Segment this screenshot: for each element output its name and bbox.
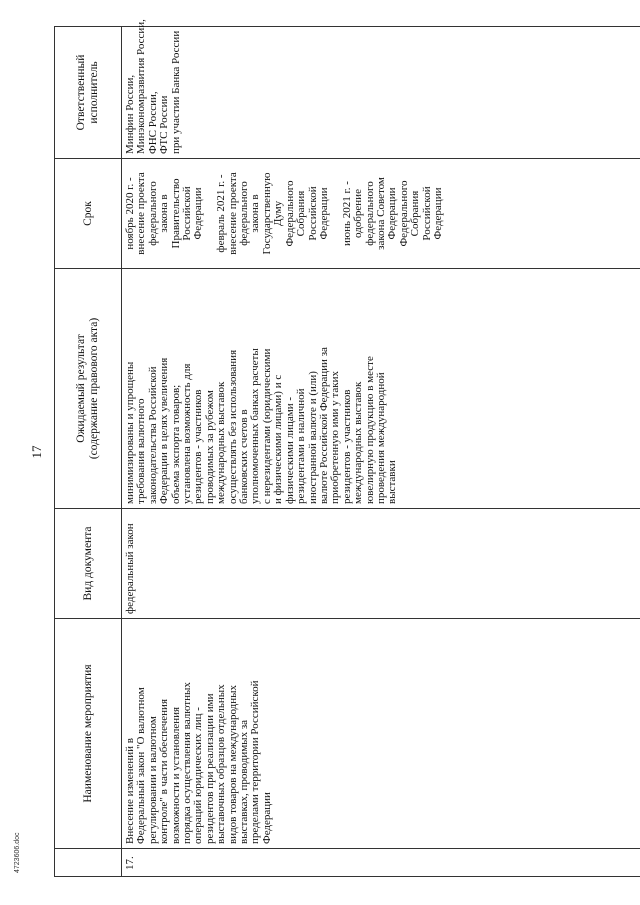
executor-line: при участии Банка России <box>169 30 182 154</box>
expected-result-line: с нерезидентами (юридическими <box>260 348 273 504</box>
deadline-line: одобрение <box>352 189 365 238</box>
deadline-line: июнь 2021 г. - <box>340 181 353 246</box>
deadline-line <box>330 163 341 264</box>
expected-result-line: законодательства Российской <box>146 366 159 504</box>
deadline-line: ноябрь 2020 г. - <box>124 177 136 250</box>
measure-name-line: резидентов при реализации ими <box>203 693 216 844</box>
deadline-line: Российской <box>306 186 319 241</box>
expected-result-line: минимизированы и упрощены <box>124 361 136 504</box>
measure-name-line: пределами территории Российской <box>249 680 262 844</box>
deadline-line: Собрания <box>409 190 422 237</box>
measure-name-cell <box>122 619 640 849</box>
expected-result-line: резидентами в наличной <box>295 388 308 504</box>
deadline-line: федерального <box>146 181 159 246</box>
deadline-line: Собрания <box>295 190 308 237</box>
expected-result-line: резидентов - участников <box>192 389 205 504</box>
header-executor: Ответственный исполнитель <box>55 27 122 159</box>
expected-result-line: резидентов - участников <box>340 389 353 504</box>
deadline-cell <box>122 159 640 269</box>
measure-name-line: Внесение изменений в <box>124 738 136 844</box>
deadline-line: внесение проекта <box>226 172 239 255</box>
expected-result-line: приобретенную ими у таких <box>329 371 342 504</box>
executor-cell <box>122 19 640 159</box>
expected-result-line: международных выставок <box>352 381 365 504</box>
deadline-line: Федерации <box>192 187 205 240</box>
document-type-cell: федеральный закон <box>122 509 640 619</box>
expected-result-cell <box>122 269 640 509</box>
expected-result-line: валюте Российской Федерации за <box>317 347 330 504</box>
measure-name-line: контроле" в части обеспечения <box>158 699 171 844</box>
header-deadline: Срок <box>55 159 122 269</box>
executor-line: ФНС России, <box>146 91 159 154</box>
measure-name-line: регулировании и валютном <box>146 716 159 844</box>
expected-result-line: ювелирную продукцию в месте <box>363 356 376 504</box>
expected-result-line: требования валютного <box>135 398 148 504</box>
deadline-line: Российской <box>181 186 194 241</box>
expected-result-line: объема экспорта товаров; <box>169 384 182 504</box>
expected-result-line: банковских счетов в <box>238 409 251 504</box>
measures-table <box>54 19 640 877</box>
expected-result-line: физическими лицами - <box>283 396 296 504</box>
executor-line: Минэкономразвития России, <box>135 19 148 154</box>
deadline-line: федерального <box>238 181 251 246</box>
table-header-row <box>55 27 122 877</box>
measure-name-line: Федеральный закон "О валютном <box>135 687 148 844</box>
table-row <box>122 27 640 877</box>
deadline-line: февраль 2021 г. - <box>215 174 228 253</box>
deadline-line: закона в <box>158 194 171 233</box>
expected-result-line: Федерации в целях увеличения <box>158 357 171 504</box>
deadline-line: Государственную <box>260 172 273 255</box>
deadline-line: Думу <box>272 200 285 227</box>
row-number-cell: 17. <box>122 849 640 877</box>
deadline-line: Российской <box>420 186 433 241</box>
executor-line: ФТС России <box>158 95 171 154</box>
expected-result-line: установлена возможность для <box>181 363 194 504</box>
expected-result-line: проведения международной <box>374 372 387 504</box>
expected-result-line: проводимых за рубежом <box>203 390 216 504</box>
expected-result-line: и физическими лицами) и с <box>272 374 285 504</box>
deadline-line: Федерального <box>283 180 296 247</box>
expected-result-line: уполномоченных банках расчеты <box>249 348 262 504</box>
expected-result-line: международных выставок <box>215 381 228 504</box>
expected-result-line: выставки <box>386 460 399 504</box>
executor-line: Минфин России, <box>124 74 136 154</box>
deadline-line: Федерации <box>386 187 399 240</box>
deadline-line: Федерации <box>317 187 330 240</box>
deadline-line: закона в <box>249 194 262 233</box>
header-document-type: Вид документа <box>55 509 122 619</box>
measure-name-line: порядка осуществления валютных <box>181 682 194 844</box>
expected-result-line: иностранной валюте и (или) <box>306 371 319 504</box>
measure-name-line: операций юридических лиц - <box>192 707 205 844</box>
document-reference: 4723606.doc <box>14 832 21 873</box>
deadline-line: закона Советом <box>374 177 387 250</box>
deadline-line: внесение проекта <box>135 172 148 255</box>
measure-name-line: выставочных образцов отдельных <box>215 684 228 844</box>
deadline-line: Правительство <box>169 178 182 249</box>
header-expected-result: Ожидаемый результат (содержание правового акта) <box>55 269 122 509</box>
header-number <box>55 849 122 877</box>
measure-name-line: Федерации <box>260 792 273 844</box>
measure-name-line: выставках, проводимых за <box>238 719 251 844</box>
expected-result-line: осуществлять без использования <box>226 349 239 504</box>
rotated-page <box>28 19 628 877</box>
deadline-line: Федерального <box>397 180 410 247</box>
measure-name-line: видов товаров на международных <box>226 684 239 844</box>
deadline-line: Федерации <box>431 187 444 240</box>
deadline-line: федерального <box>363 181 376 246</box>
page-number: 17 <box>29 445 44 459</box>
measure-name-line: возможности и установления <box>169 706 182 844</box>
header-measure-name: Наименование мероприятия <box>55 619 122 849</box>
